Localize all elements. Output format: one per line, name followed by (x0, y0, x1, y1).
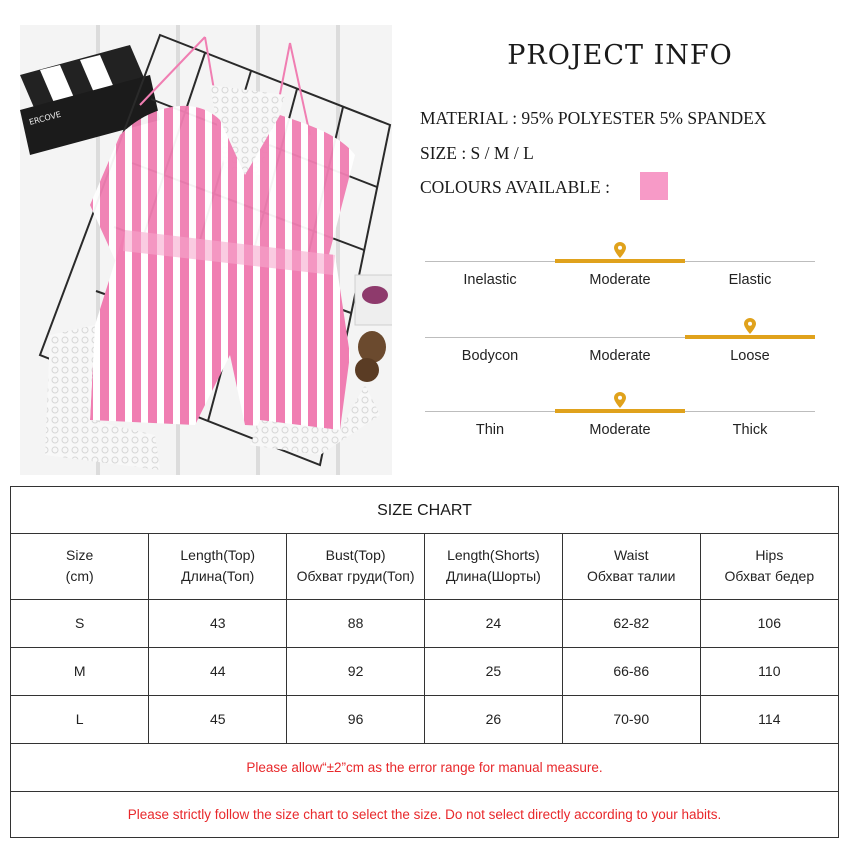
table-cell: 43 (149, 599, 287, 647)
pinecone-icon (355, 331, 386, 382)
table-cell: M (11, 647, 149, 695)
table-header-row (11, 534, 838, 599)
table-cell: 110 (700, 647, 838, 695)
table-row (11, 599, 838, 647)
table-cell: 26 (424, 695, 562, 743)
scale-highlight (685, 335, 815, 339)
clapperboard-label: ERCOVE (28, 109, 62, 127)
table-cell: 106 (700, 599, 838, 647)
location-pin-icon (614, 392, 626, 408)
header-cell: Bust(Top) Обхват груди(Топ) (287, 534, 425, 599)
scale-label: Inelastic (463, 272, 517, 288)
location-pin-icon (614, 242, 626, 258)
candle-icon (355, 275, 392, 325)
table-cell: L (11, 695, 149, 743)
scale-label: Moderate (589, 272, 651, 288)
table-cell: 62-82 (562, 599, 700, 647)
scale-label: Elastic (728, 272, 772, 288)
elasticity-scale (425, 248, 815, 288)
scale-label: Moderate (589, 348, 651, 364)
table-cell: 24 (424, 599, 562, 647)
measurement-error-note: Please allow“±2”cm as the error range for manual measure. (11, 744, 838, 792)
table-cell: 66-86 (562, 647, 700, 695)
header-cell: Waist Обхват талии (562, 534, 700, 599)
size-selection-note: Please strictly follow the size chart to select the size. Do not select directly according to your habits. (127, 806, 722, 822)
table-cell: 96 (287, 695, 425, 743)
scale-label: Moderate (589, 422, 651, 438)
table-cell: S (11, 599, 149, 647)
scale-label: Thin (475, 422, 505, 438)
material-text: MATERIAL : 95% POLYESTER 5% SPANDEX (420, 108, 767, 128)
scale-label: Bodycon (461, 348, 519, 364)
size-chart (10, 486, 839, 838)
header-cell: Size (cm) (11, 534, 149, 599)
header-cell: Length(Shorts) Длина(Шорты) (424, 534, 562, 599)
table-row (11, 695, 838, 743)
scale-label: Loose (730, 348, 770, 364)
location-pin-icon (744, 318, 756, 334)
header-cell: Length(Top) Длина(Топ) (149, 534, 287, 599)
table-row (11, 647, 838, 695)
table-cell: 70-90 (562, 695, 700, 743)
table-cell: 45 (149, 695, 287, 743)
table-cell: 88 (287, 599, 425, 647)
project-info-title: PROJECT INFO (507, 40, 733, 71)
pajama-set-illustration (20, 25, 392, 475)
product-photo (20, 25, 392, 475)
fit-scale (425, 324, 815, 364)
table-cell: 114 (700, 695, 838, 743)
size-text: SIZE : S / M / L (420, 143, 534, 163)
thickness-scale (425, 398, 815, 438)
colours-available-text: COLOURS AVAILABLE : (420, 177, 610, 197)
pink-colour-swatch (640, 172, 668, 200)
scale-label: Thick (732, 422, 768, 438)
size-table (11, 534, 838, 744)
table-cell: 92 (287, 647, 425, 695)
table-cell: 25 (424, 647, 562, 695)
scale-highlight (555, 259, 685, 263)
size-chart-title: SIZE CHART (11, 487, 838, 534)
table-cell: 44 (149, 647, 287, 695)
header-cell: Hips Обхват бедер (700, 534, 838, 599)
scale-highlight (555, 409, 685, 413)
